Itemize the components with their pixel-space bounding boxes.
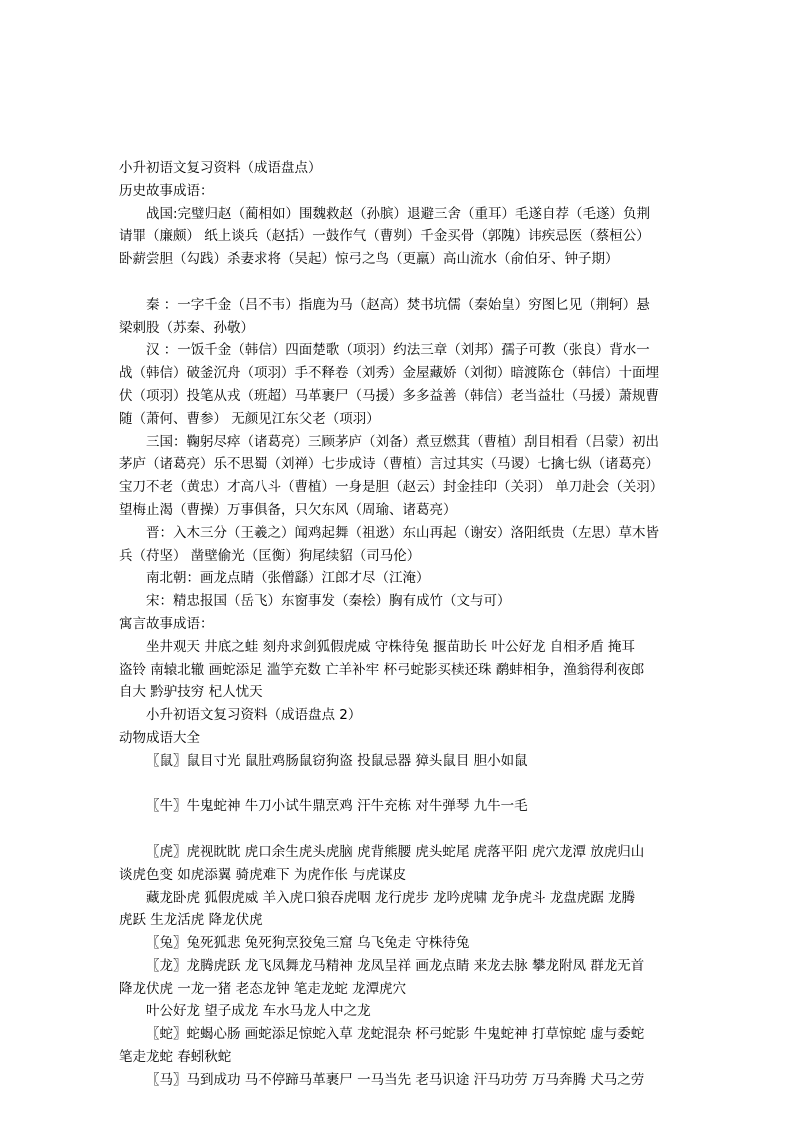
text-line: 宋：精忠报国（岳飞）东窗事发（秦桧）胸有成竹（文与可） [146, 593, 511, 610]
text-line: 〖龙〗龙腾虎跃 龙飞凤舞龙马精神 龙凤呈祥 画龙点睛 来龙去脉 攀龙附凤 群龙无首 [146, 957, 645, 974]
text-line: 〖兔〗兔死狐悲 兔死狗烹狡兔三窟 乌飞兔走 守株待兔 [146, 935, 470, 952]
text-line: 宝刀不老（黄忠）才高八斗（曹植）一身是胆（赵云）封金挂印（关羽） 单刀赴会（关羽） [119, 479, 664, 496]
text-line: 三国：鞠躬尽瘁（诸葛亮）三顾茅庐（刘备）煮豆燃萁（曹植）刮目相看（吕蒙）初出 [146, 433, 659, 450]
text-line: 战国:完璧归赵（蔺相如）围魏救赵（孙膑）退避三舍（重耳）毛遂自荐（毛遂）负荆 [146, 205, 651, 222]
text-line: 自大 黔驴技穷 杞人忧天 [119, 684, 263, 701]
text-line: 谈虎色变 如虎添翼 骑虎难下 为虎作伥 与虎谋皮 [119, 866, 407, 883]
blank-line [119, 818, 690, 841]
text-line: 汉 ：一饭千金（韩信）四面楚歌（项羽）约法三章（刘邦）孺子可教（张良）背水一 [146, 342, 650, 359]
text-line: 梁刺股（苏秦、孙敬） [119, 319, 254, 336]
text-line: 盗铃 南辕北辙 画蛇添足 滥竽充数 亡羊补牢 杯弓蛇影买椟还珠 鹬蚌相争，渔翁得利夜郎 [119, 661, 645, 678]
text-line: 晋：入木三分（王羲之）闻鸡起舞（祖逖）东山再起（谢安）洛阳纸贵（左思）草木皆 [146, 524, 659, 541]
text-line: 〖牛〗牛鬼蛇神 牛刀小试牛鼎烹鸡 汗牛充栋 对牛弹琴 九牛一毛 [146, 798, 528, 815]
text-line: 秦 ：一字千金（吕不韦）指鹿为马（赵高）焚书坑儒（秦始皇）穷图匕见（荆轲）悬 [146, 296, 650, 313]
text-line: 小升初语文复习资料（成语盘点 2） [146, 707, 362, 724]
text-line: 随（萧何、曹参） 无颜见江东父老（项羽） [119, 410, 380, 427]
text-line: 动物成语大全 [119, 729, 200, 746]
text-line: 请罪（廉颇） 纸上谈兵（赵括）一鼓作气（曹刿）千金买骨（郭隗）讳疾忌医（蔡桓公） [119, 228, 650, 245]
text-line: 卧薪尝胆（勾践）杀妻求将（吴起）惊弓之鸟（更羸）高山流水（俞伯牙、钟子期） [119, 251, 619, 268]
text-line: 茅庐（诸葛亮）乐不思蜀（刘禅）七步成诗（曹植）言过其实（马谡）七擒七纵（诸葛亮） [119, 456, 659, 473]
text-line: 寓言故事成语： [119, 615, 214, 632]
text-line: 坐井观天 井底之蛙 刻舟求剑狐假虎威 守株待兔 揠苗助长 叶公好龙 自相矛盾 掩耳 [146, 638, 636, 655]
blank-line [119, 773, 690, 796]
text-line: 南北朝：画龙点睛（张僧繇）江郎才尽（江淹） [146, 570, 430, 587]
text-line: 笔走龙蛇 春蚓秋蛇 [119, 1049, 232, 1066]
text-line: 降龙伏虎 一龙一猪 老态龙钟 笔走龙蛇 龙潭虎穴 [119, 980, 407, 997]
text-line: 〖马〗马到成功 马不停蹄马革裹尸 一马当先 老马识途 汗马功劳 万马奔腾 犬马之劳 [146, 1071, 645, 1088]
text-line: 〖蛇〗蛇蝎心肠 画蛇添足惊蛇入草 龙蛇混杂 杯弓蛇影 牛鬼蛇神 打草惊蛇 虚与委蛇 [146, 1026, 645, 1043]
text-line: 战（韩信）破釜沉舟（项羽）手不释卷（刘秀）金屋藏娇（刘彻）暗渡陈仓（韩信）十面埋 [119, 365, 659, 382]
text-line: 历史故事成语： [119, 182, 214, 199]
text-line: 虎跃 生龙活虎 降龙伏虎 [119, 912, 263, 929]
text-line: 兵（苻坚） 凿壁偷光（匡衡）狗尾续貂（司马伦） [119, 547, 421, 564]
text-line: 叶公好龙 望子成龙 车水马龙人中之龙 [146, 1003, 371, 1020]
blank-line [119, 271, 690, 294]
text-line: 小升初语文复习资料（成语盘点） [119, 160, 322, 176]
text-line: 〖鼠〗鼠目寸光 鼠肚鸡肠鼠窃狗盗 投鼠忌器 獐头鼠目 胆小如鼠 [146, 752, 528, 769]
text-line: 〖虎〗虎视眈眈 虎口余生虎头虎脑 虎背熊腰 虎头蛇尾 虎落平阳 虎穴龙潭 放虎归山 [146, 843, 645, 860]
text-line: 伏（项羽）投笔从戎（班超）马革裹尸（马援）多多益善（韩信）老当益壮（马援）萧规曹 [119, 387, 659, 404]
text-line: 藏龙卧虎 狐假虎威 羊入虎口狼吞虎咽 龙行虎步 龙吟虎啸 龙争虎斗 龙盘虎踞 龙腾 [146, 889, 636, 906]
text-line: 望梅止渴（曹操）万事俱备，只欠东风（周瑜、诸葛亮） [119, 501, 457, 518]
